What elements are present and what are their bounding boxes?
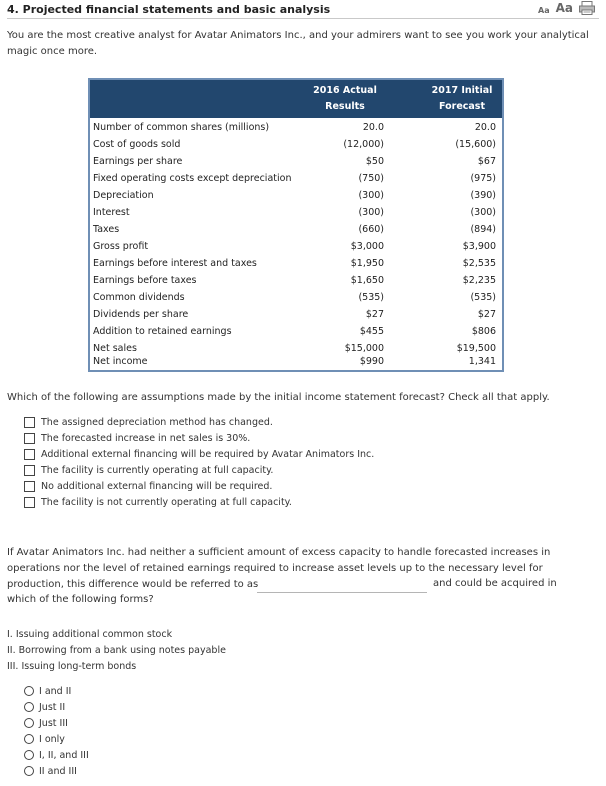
row-label: Taxes: [93, 224, 120, 235]
table-row: [90, 239, 502, 256]
value-2017: $19,500: [456, 343, 496, 354]
header-tools: [538, 1, 595, 15]
row-label: Fixed operating costs except depreciation: [93, 173, 292, 184]
table-row: [90, 188, 502, 205]
radio-button[interactable]: [24, 702, 34, 712]
value-2017: 20.0: [474, 122, 496, 133]
increase-font-button[interactable]: Aa: [555, 1, 573, 15]
radio-button[interactable]: [24, 718, 34, 728]
checkbox-label: No additional external financing will be required.: [41, 480, 273, 492]
table-row: [90, 354, 502, 371]
header-divider: [7, 18, 599, 19]
radio-label: Just II: [39, 701, 66, 713]
form-item: III. Issuing long-term bonds: [7, 661, 137, 672]
checkbox-label: The facility is currently operating at full capacity.: [41, 464, 274, 476]
checkbox-option[interactable]: [24, 446, 374, 462]
checkbox-option[interactable]: [24, 414, 374, 430]
table-header: [90, 80, 502, 118]
table-row: [90, 171, 502, 188]
row-label: Net sales: [93, 343, 137, 354]
table-row: [90, 154, 502, 171]
table-row: [90, 137, 502, 154]
column-header-2016-line1: 2016 Actual: [313, 85, 377, 96]
value-2017: (894): [470, 224, 496, 235]
table-row: [90, 273, 502, 290]
value-2016: $27: [365, 309, 384, 320]
answer-radio-list: [24, 683, 89, 779]
row-label: Net income: [93, 356, 148, 367]
value-2016: (300): [358, 207, 384, 218]
radio-button[interactable]: [24, 686, 34, 696]
checkbox[interactable]: [24, 481, 35, 492]
financial-statement-table: [88, 78, 504, 372]
radio-option[interactable]: [24, 731, 89, 747]
radio-label: I and II: [39, 685, 72, 697]
value-2016: $1,650: [350, 275, 384, 286]
table-row: [90, 256, 502, 273]
value-2017: $27: [477, 309, 496, 320]
checkbox-option[interactable]: [24, 494, 374, 510]
row-label: Interest: [93, 207, 130, 218]
value-2016: $50: [365, 156, 384, 167]
row-label: Common dividends: [93, 292, 185, 303]
checkbox-option[interactable]: [24, 430, 374, 446]
radio-label: I, II, and III: [39, 749, 89, 761]
question-header: [7, 0, 599, 18]
row-label: Earnings per share: [93, 156, 183, 167]
print-icon[interactable]: [579, 1, 595, 15]
checkbox[interactable]: [24, 433, 35, 444]
value-2017: (975): [470, 173, 496, 184]
value-2016: $3,000: [350, 241, 384, 252]
checkbox-label: Additional external financing will be required by Avatar Animators Inc.: [41, 448, 375, 460]
checkbox[interactable]: [24, 417, 35, 428]
checkbox[interactable]: [24, 449, 35, 460]
column-header-2017: [420, 83, 504, 115]
row-label: Cost of goods sold: [93, 139, 181, 150]
table-row: [90, 222, 502, 239]
financing-forms-list: [7, 627, 226, 675]
row-label: Number of common shares (millions): [93, 122, 270, 133]
radio-button[interactable]: [24, 734, 34, 744]
radio-option[interactable]: [24, 763, 89, 779]
intro-text: You are the most creative analyst for Avatar Animators Inc., and your admirers want to see you work your analytical magic once more.: [7, 30, 589, 57]
question2-text-part1: If Avatar Animators Inc. had neither a sufficient amount of excess capacity to handle forecasted increases in operations nor the level of retained earnings required to increase asset levels up to the necessary level for production, this difference would be referred to as: [7, 547, 551, 590]
form-item: II. Borrowing from a bank using notes payable: [7, 645, 226, 656]
value-2017: (15,600): [455, 139, 496, 150]
table-row: [90, 205, 502, 222]
question-title: 4. Projected financial statements and basic analysis: [7, 3, 331, 16]
decrease-font-button[interactable]: Aa: [538, 6, 550, 15]
radio-option[interactable]: [24, 699, 89, 715]
assumption-checkbox-list: [24, 414, 374, 510]
form-item: I. Issuing additional common stock: [7, 629, 173, 640]
value-2016: $1,950: [350, 258, 384, 269]
table-row: [90, 307, 502, 324]
value-2016: 20.0: [362, 122, 384, 133]
answer-dropdown[interactable]: [257, 592, 427, 593]
checkbox[interactable]: [24, 465, 35, 476]
table-row: [90, 120, 502, 137]
row-label: Addition to retained earnings: [93, 326, 232, 337]
checkbox-label: The forecasted increase in net sales is 30%.: [41, 432, 251, 444]
question2-text-part3: which of the following forms?: [7, 594, 154, 605]
radio-label: Just III: [39, 717, 68, 729]
radio-option[interactable]: [24, 715, 89, 731]
question1-prompt: Which of the following are assumptions made by the initial income statement forecast? Check all that apply.: [7, 392, 550, 403]
value-2016: (535): [358, 292, 384, 303]
value-2016: (750): [358, 173, 384, 184]
value-2017: (390): [470, 190, 496, 201]
row-label: Dividends per share: [93, 309, 189, 320]
table-row: [90, 324, 502, 341]
checkbox-label: The assigned depreciation method has changed.: [41, 416, 273, 428]
checkbox[interactable]: [24, 497, 35, 508]
radio-label: I only: [39, 733, 65, 745]
radio-button[interactable]: [24, 766, 34, 776]
column-header-2016: [304, 83, 386, 115]
row-label: Earnings before taxes: [93, 275, 197, 286]
column-header-2017-line2: Forecast: [439, 101, 485, 112]
value-2017: $806: [471, 326, 496, 337]
checkbox-label: The facility is not currently operating at full capacity.: [41, 496, 292, 508]
radio-option[interactable]: [24, 747, 89, 763]
value-2017: 1,341: [468, 356, 496, 367]
value-2017: (535): [470, 292, 496, 303]
radio-button[interactable]: [24, 750, 34, 760]
question2-text-part2: and could be acquired in: [433, 578, 557, 589]
row-label: Gross profit: [93, 241, 149, 252]
table-row: [90, 290, 502, 307]
checkbox-option[interactable]: [24, 462, 374, 478]
radio-option[interactable]: [24, 683, 89, 699]
value-2017: (300): [470, 207, 496, 218]
row-label: Depreciation: [93, 190, 154, 201]
value-2016: $455: [359, 326, 384, 337]
value-2017: $67: [477, 156, 496, 167]
value-2017: $2,535: [462, 258, 496, 269]
value-2016: (300): [358, 190, 384, 201]
row-label: Earnings before interest and taxes: [93, 258, 257, 269]
value-2017: $2,235: [462, 275, 496, 286]
value-2016: $15,000: [344, 343, 384, 354]
value-2016: (660): [358, 224, 384, 235]
value-2016: (12,000): [343, 139, 384, 150]
checkbox-option[interactable]: [24, 478, 374, 494]
column-header-2016-line2: Results: [325, 101, 365, 112]
value-2017: $3,900: [462, 241, 496, 252]
value-2016: $990: [359, 356, 384, 367]
radio-label: II and III: [39, 765, 77, 777]
column-header-2017-line1: 2017 Initial: [431, 85, 493, 96]
